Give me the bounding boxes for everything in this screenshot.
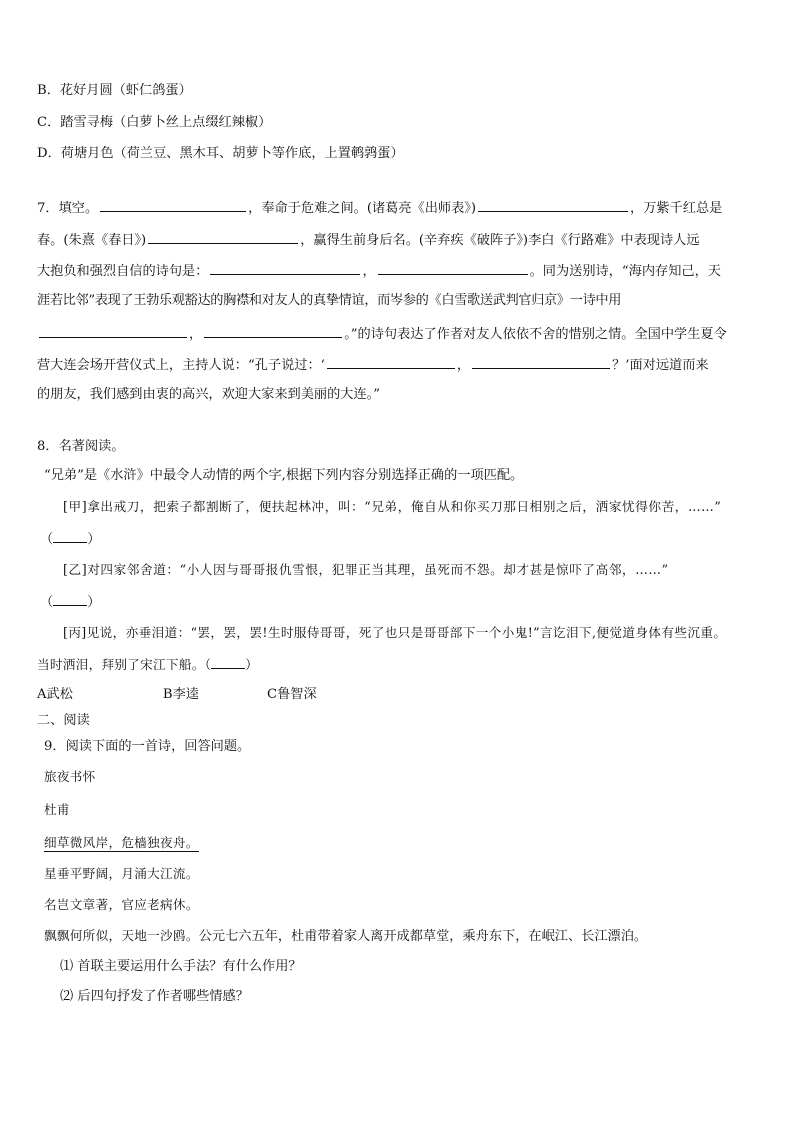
- q7-blank-2[interactable]: [478, 197, 628, 212]
- poem-author: 杜甫: [44, 802, 70, 817]
- q8-passage-yi: [乙]对四家邻舍道：“小人因与哥哥报仇雪恨，犯罪正当其理，虽死而不怨。却才甚是惊吓了高邻，……”: [63, 562, 669, 577]
- q9-sub-question-1: ⑴ 首联主要运用什么手法？有什么作用？: [60, 959, 302, 974]
- q9-sub-question-2: ⑵ 后四句抒发了作者哪些情感？: [60, 989, 249, 1004]
- q8-option-a: A武松: [37, 687, 73, 702]
- q7-line-3: 大抱负和强烈自信的诗句是： ， 。同为送别诗，“海内存知己，天: [37, 260, 721, 282]
- q8-answer-yi: （ ）: [40, 591, 100, 613]
- q7-blank-7[interactable]: [204, 323, 342, 338]
- q7-line-1: 7．填空。 ，奉命于危难之间。(诸葛亮《出师表》) ，万紫千红总是: [37, 197, 722, 219]
- q7-line-4: 涯若比邻”表现了王勃乐观豁达的胸襟和对友人的真挚情谊，而岑参的《白雪歌送武判官归京》一诗中用: [37, 293, 622, 308]
- poem-line-1: 细草微风岸，危樯独夜舟。: [44, 835, 199, 850]
- q8-passage-bing-cont: 当时洒泪，拜别了宋江下船。（ ）: [37, 654, 258, 675]
- poem-line-4: 飘飘何所似，天地一沙鸥。: [44, 928, 199, 943]
- q8-answer-jia: （ ）: [40, 528, 100, 550]
- q6-option-d: D．荷塘月色（荷兰豆、黑木耳、胡萝卜等作底，上置鹌鹑蛋）: [37, 146, 404, 161]
- q7-blank-5[interactable]: [378, 260, 528, 275]
- q8-blank-bing[interactable]: [211, 654, 245, 669]
- q6-option-b: B．花好月圆（虾仁鸽蛋）: [37, 83, 192, 98]
- q7-label: 7．填空。: [37, 201, 99, 216]
- q7-blank-6[interactable]: [39, 323, 187, 338]
- poem-line-2: 星垂平野阔，月涌大江流。: [44, 866, 199, 881]
- q7-blank-4[interactable]: [210, 260, 360, 275]
- section-2-heading: 二、阅读: [37, 713, 90, 728]
- q8-intro: “兄弟”是《水浒》中最令人动情的两个字,根据下列内容分别选择正确的一项匹配。: [44, 468, 524, 483]
- q8-option-b: B李逵: [162, 687, 199, 702]
- poem-title: 旅夜书怀: [44, 769, 96, 784]
- q6-option-c: C．踏雪寻梅（白萝卜丝上点缀红辣椒）: [37, 115, 272, 130]
- poem-note: 公元七六五年，杜甫带着家人离开成都草堂，乘舟东下，在岷江、长江漂泊。: [198, 929, 648, 944]
- q8-blank-jia[interactable]: [53, 528, 87, 543]
- q8-title: 8．名著阅读。: [37, 439, 125, 454]
- q7-line-6: 营大连会场开营仪式上，主持人说：“孔子说过：‘ ， ？’面对远道而来: [37, 354, 709, 376]
- q7-line-7: 的朋友，我们感到由衷的高兴，欢迎大家来到美丽的大连。”: [37, 387, 381, 402]
- q8-options: [37, 685, 317, 705]
- q7-blank-8[interactable]: [327, 354, 455, 369]
- q9-title: 9．阅读下面的一首诗，回答问题。: [44, 739, 251, 754]
- poem-line-3: 名岂文章著，官应老病休。: [44, 897, 199, 912]
- q7-line-2: 春。(朱熹《春日》) ，赢得生前身后名。(辛弃疾《破阵子》)李白《行路难》中表现诗人远: [37, 229, 700, 251]
- q8-passage-bing: [丙]见说，亦垂泪道：“罢，罢，罢!生时服侍哥哥，死了也只是哥哥部下一个小鬼!”言讫泪下,便觉道身体有些沉重。: [63, 625, 727, 640]
- q7-blank-9[interactable]: [472, 354, 610, 369]
- q8-blank-yi[interactable]: [53, 591, 87, 606]
- poem-line-4-and-note: [44, 926, 647, 947]
- q7-blank-3[interactable]: [148, 229, 298, 244]
- q7-blank-1[interactable]: [100, 197, 246, 212]
- q7-line-5: ， 。”的诗句表达了作者对友人依依不舍的惜别之情。全国中学生夏令: [37, 323, 727, 345]
- q8-option-c: C鲁智深: [266, 687, 317, 702]
- q8-passage-jia: [甲]拿出戒刀，把索子都割断了，便扶起林冲，叫：“兄弟，俺自从和你买刀那日相别之后，洒家忧得你苦，……”: [63, 499, 722, 514]
